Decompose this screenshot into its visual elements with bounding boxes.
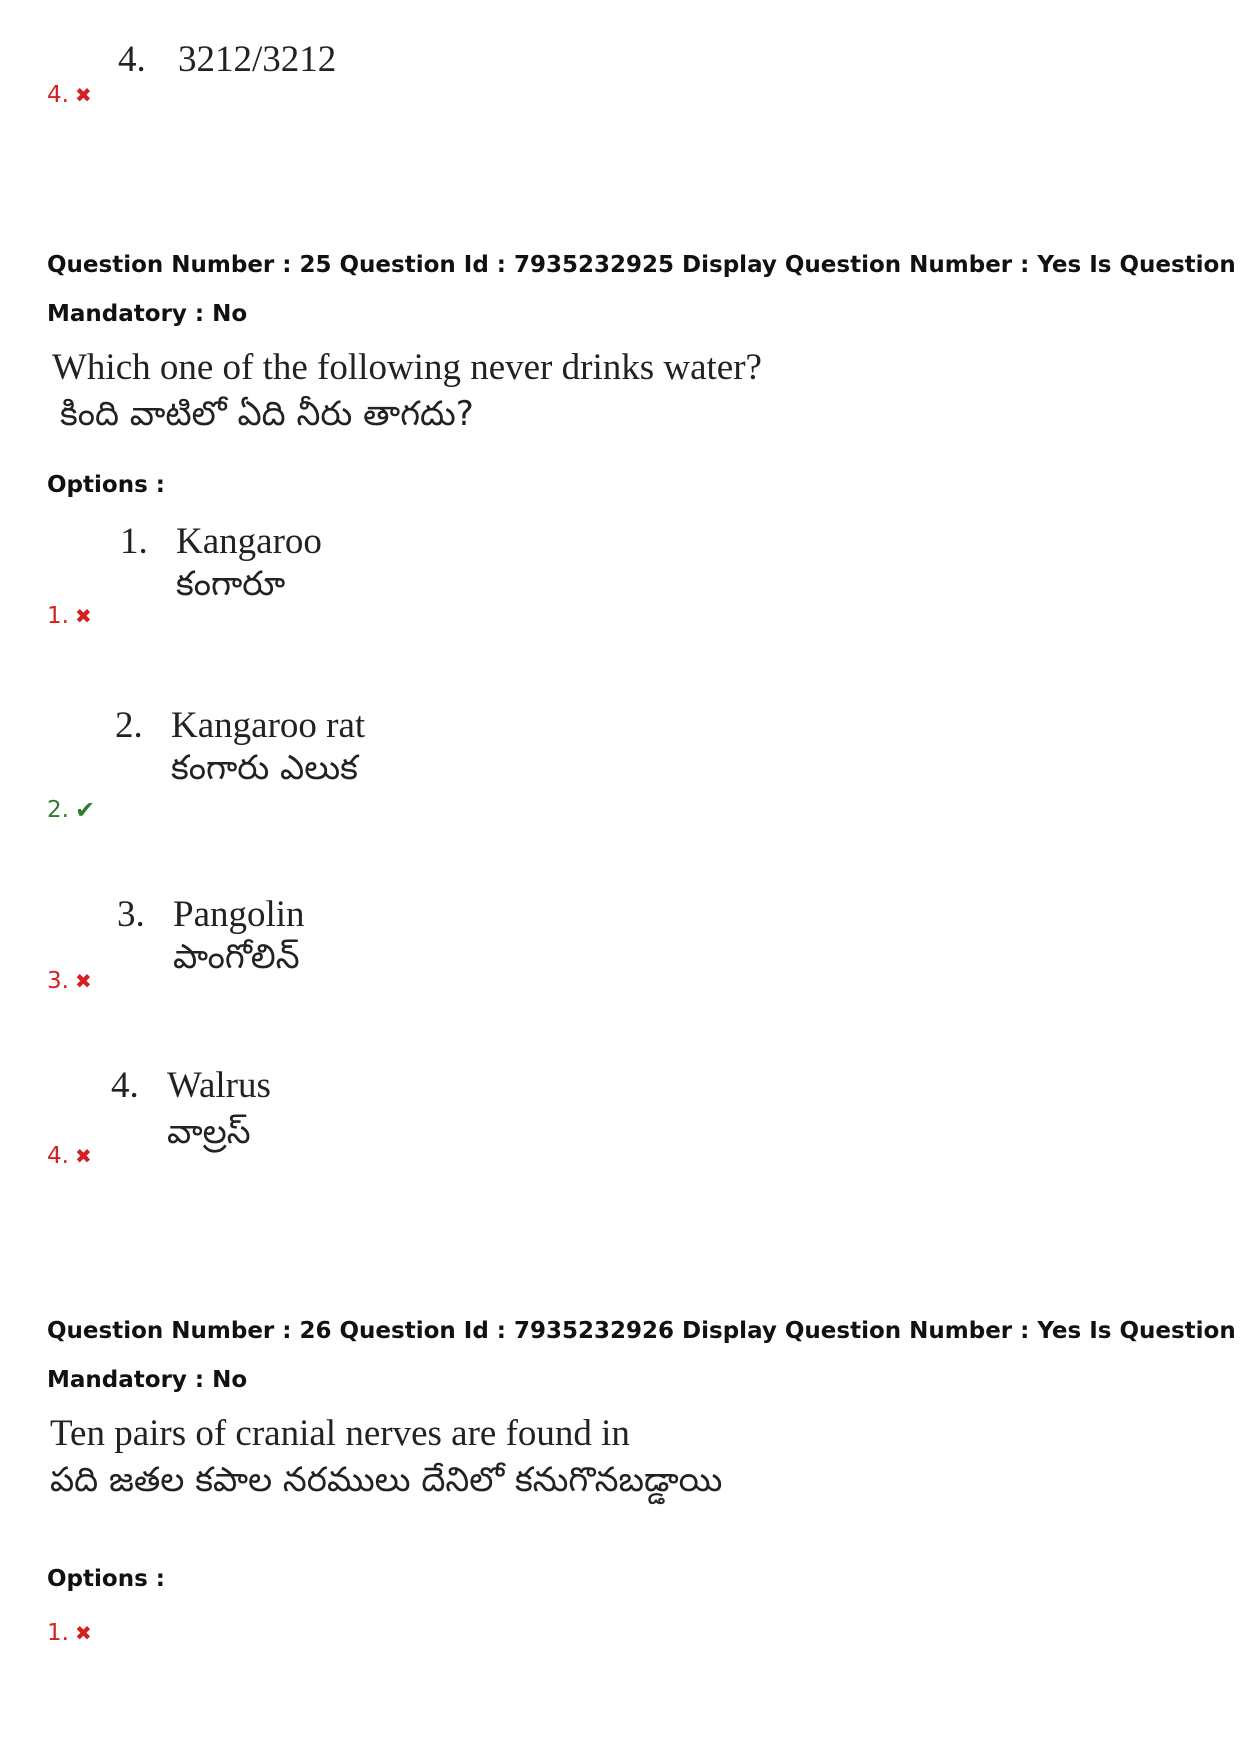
q25-option-1-mark <box>47 603 92 629</box>
q25-option-2-number: 2. <box>115 705 143 746</box>
cross-icon: ✖ <box>74 1144 92 1168</box>
q25-option-2-text-te: కంగారు ఎలుక <box>171 748 358 788</box>
prev-option-4-text: 3212/3212 <box>178 39 337 80</box>
question-26-text-te: పది జతల కపాల నరములు దేనిలో కనుగొనబడ్డాయి <box>50 1460 723 1500</box>
question-25-header-line2: Mandatory : No <box>47 301 248 327</box>
q25-option-1-text-te: కంగారూ <box>176 564 286 604</box>
q25-option-1-number: 1. <box>120 521 148 562</box>
mark-label: 1. <box>47 603 69 629</box>
mark-label: 4. <box>47 1143 69 1169</box>
mark-label: 2. <box>47 797 69 823</box>
q26-option-1-mark <box>47 1620 92 1646</box>
question-25-header-line1: Question Number : 25 Question Id : 7935232925 Display Question Number : Yes Is Question <box>47 252 1236 278</box>
question-25-options-label: Options : <box>47 472 165 498</box>
mark-label: 1. <box>47 1620 69 1646</box>
mark-label: 4. <box>47 82 69 108</box>
cross-icon: ✖ <box>74 969 92 993</box>
mark-label: 3. <box>47 968 69 994</box>
cross-icon: ✖ <box>74 604 92 628</box>
question-25-text-en: Which one of the following never drinks water? <box>52 347 762 388</box>
check-icon: ✔ <box>74 796 96 824</box>
q25-option-3-number: 3. <box>117 894 145 935</box>
cross-icon: ✖ <box>74 83 92 107</box>
q25-option-3-text-te: పాంగోలిన్ <box>173 937 300 977</box>
q25-option-4-text-en: Walrus <box>167 1065 271 1106</box>
cross-icon: ✖ <box>74 1621 92 1645</box>
q25-option-1-text-en: Kangaroo <box>176 521 322 562</box>
q25-option-4-number: 4. <box>111 1065 139 1106</box>
q25-option-4-text-te: వాల్రస్ <box>167 1112 251 1152</box>
q25-option-2-mark <box>47 797 95 823</box>
question-26-text-en: Ten pairs of cranial nerves are found in <box>50 1413 630 1454</box>
q25-option-3-text-en: Pangolin <box>173 894 305 935</box>
q25-option-2-text-en: Kangaroo rat <box>171 705 366 746</box>
question-25-text-te: కింది వాటిలో ఏది నీరు తాగదు? <box>60 394 474 434</box>
prev-option-4-number: 4. <box>118 39 146 80</box>
q25-option-4-mark <box>47 1143 92 1169</box>
question-26-header-line1: Question Number : 26 Question Id : 7935232926 Display Question Number : Yes Is Question <box>47 1318 1236 1344</box>
question-26-header-line2: Mandatory : No <box>47 1367 248 1393</box>
q25-option-3-mark <box>47 968 92 994</box>
prev-option-4-mark <box>47 82 92 108</box>
question-26-options-label: Options : <box>47 1566 165 1592</box>
